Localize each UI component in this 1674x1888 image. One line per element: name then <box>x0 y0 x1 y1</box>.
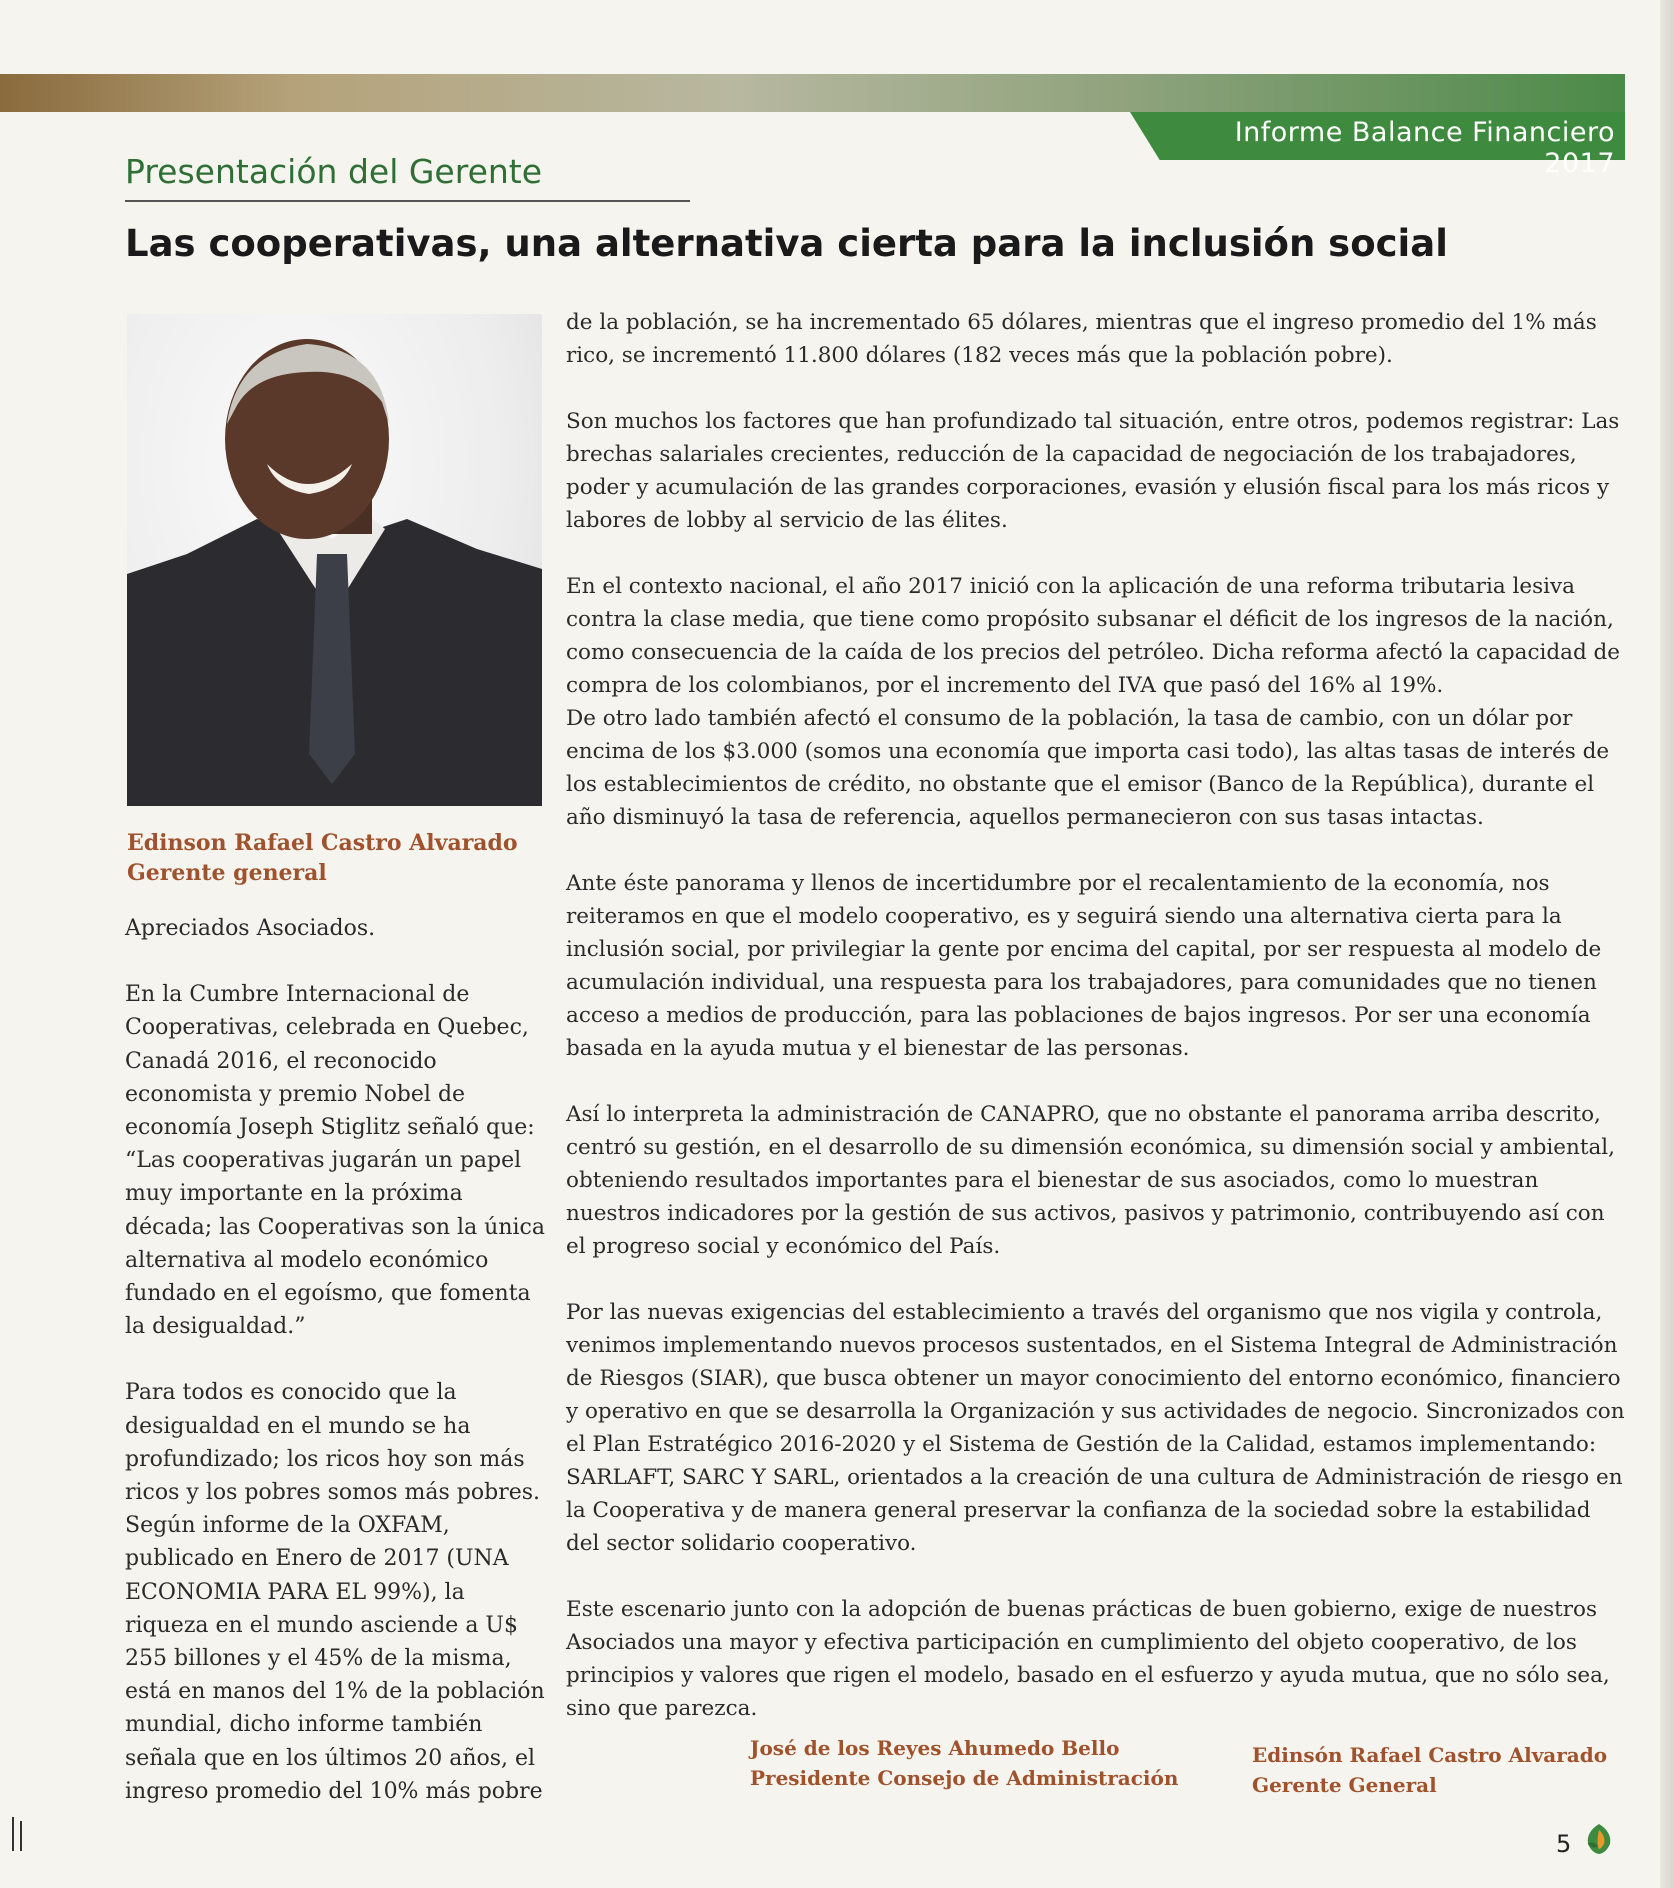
body-paragraph: Son muchos los factores que han profundizado tal situación, entre otros, podemos registrar: Las brechas salariales crecientes, reducción de la capacidad de negociación de los trabajadores, poder y acumulación de las grandes corporaciones, evasión y elusión fiscal para los más ricos y labores de lobby al servicio de las élites. <box>566 409 1620 533</box>
photo-caption <box>127 828 518 888</box>
body-paragraph: Ante éste panorama y llenos de incertidumbre por el recalentamiento de la economía, nos reiteramos en que el modelo cooperativo, es y seguirá siendo una alternativa cierta para la inclusión social, por privilegiar la gente por encima del capital, por ser respuesta al modelo de acumulación individual, una respuesta para los trabajadores, para comunidades que no tienen acceso a medios de producción, para las poblaciones de bajos ingresos. Por ser una economía basada en la ayuda mutua y el bienestar de las personas. <box>566 871 1602 1061</box>
signature-role: Gerente General <box>1252 1773 1437 1797</box>
header-band <box>0 74 1625 112</box>
binding-marks <box>10 1815 26 1855</box>
signature-president <box>750 1733 1178 1793</box>
body-paragraph: Este escenario junto con la adopción de buenas prácticas de buen gobierno, exige de nuestros Asociados una mayor y efectiva participación en cumplimiento del objeto cooperativo, de los principios y valores que rigen el modelo, basado en el esfuerzo y ayuda mutua, que no sólo sea, sino que parezca. <box>566 1597 1610 1721</box>
caption-role: Gerente general <box>127 860 327 886</box>
headline: Las cooperativas, una alternativa cierta para la inclusión social <box>125 222 1448 265</box>
greeting: Apreciados Asociados. <box>125 916 376 941</box>
canapro-leaf-logo-icon <box>1584 1822 1614 1856</box>
page-number: 5 <box>1556 1830 1572 1858</box>
right-column <box>566 306 1626 1758</box>
left-paragraph: Para todos es conocido que la desigualdad en el mundo se ha profundizado; los ricos hoy son más ricos y los pobres somos más pobres. Según informe de la OXFAM, publicado en Enero de 2017 (UNA ECONOMIA PARA EL 99%), la riqueza en el mundo asciende a U$ 255 billones y el 45% de la misma, está en manos del 1% de la población mundial, dicho informe también señala que en los últimos 20 años, el ingreso promedio del 10% más pobre <box>125 1380 545 1804</box>
body-paragraph: Por las nuevas exigencias del establecimiento a través del organismo que nos vigila y controla, venimos implementando nuevos procesos sustentados, en el Sistema Integral de Administración de Riesgos (SIAR), que busca obtener un mayor conocimiento del entorno económico, financiero y operativo en que se desarrolla la Organización y sus actividades de negocio. Sincronizados con el Plan Estratégico 2016-2020 y el Sistema de Gestión de la Calidad, estamos implementando: SARLAFT, SARC Y SARL, orientados a la creación de una cultura de Administración de riesgo en la Cooperativa y de manera general preservar la confianza de la sociedad sobre la estabilidad del sector solidario cooperativo. <box>566 1300 1625 1556</box>
body-paragraph: de la población, se ha incrementado 65 dólares, mientras que el ingreso promedio del 1% más rico, se incrementó 11.800 dólares (182 veces más que la población pobre). <box>566 310 1597 368</box>
body-paragraph: Así lo interpreta la administración de CANAPRO, que no obstante el panorama arriba descrito, centró su gestión, en el desarrollo de su dimensión económica, su dimensión social y ambiental, obteniendo resultados importantes para el bienestar de sus asociados, como lo muestran nuestros indicadores por la gestión de sus activos, pasivos y patrimonio, contribuyendo así con el progreso social y económico del País. <box>566 1102 1616 1259</box>
body-paragraph: De otro lado también afectó el consumo de la población, la tasa de cambio, con un dólar por encima de los $3.000 (somos una economía que importa casi todo), las altas tasas de interés de los establecimientos de crédito, no obstante que el emisor (Banco de la República), durante el año disminuyó la tasa de referencia, aquellos permanecieron con sus tasas intactas. <box>566 706 1610 830</box>
signature-manager <box>1252 1740 1607 1800</box>
page-edge <box>1660 0 1674 1888</box>
signature-role: Presidente Consejo de Administración <box>750 1766 1179 1790</box>
section-divider <box>125 200 690 202</box>
body-paragraph: En el contexto nacional, el año 2017 inició con la aplicación de una reforma tributaria lesiva contra la clase media, que tiene como propósito subsanar el déficit de los ingresos de la nación, como consecuencia de la caída de los precios del petróleo. Dicha reforma afectó la capacidad de compra de los colombianos, por el incremento del IVA que pasó del 16% al 19%. <box>566 574 1621 698</box>
signature-name: José de los Reyes Ahumedo Bello <box>750 1736 1120 1760</box>
manager-portrait <box>127 314 542 806</box>
left-paragraph: En la Cumbre Internacional de Cooperativas, celebrada en Quebec, Canadá 2016, el reconocido economista y premio Nobel de economía Joseph Stiglitz señaló que: “Las cooperativas jugarán un papel muy importante en la próxima década; las Cooperativas son la única alternativa al modelo económico fundado en el egoísmo, que fomenta la desigualdad.” <box>125 982 545 1340</box>
left-column <box>125 912 545 1841</box>
section-label: Presentación del Gerente <box>125 152 543 191</box>
caption-name: Edinson Rafael Castro Alvarado <box>127 830 518 856</box>
report-title: Informe Balance Financiero 2017 <box>1234 117 1615 179</box>
signature-name: Edinsón Rafael Castro Alvarado <box>1252 1743 1608 1767</box>
